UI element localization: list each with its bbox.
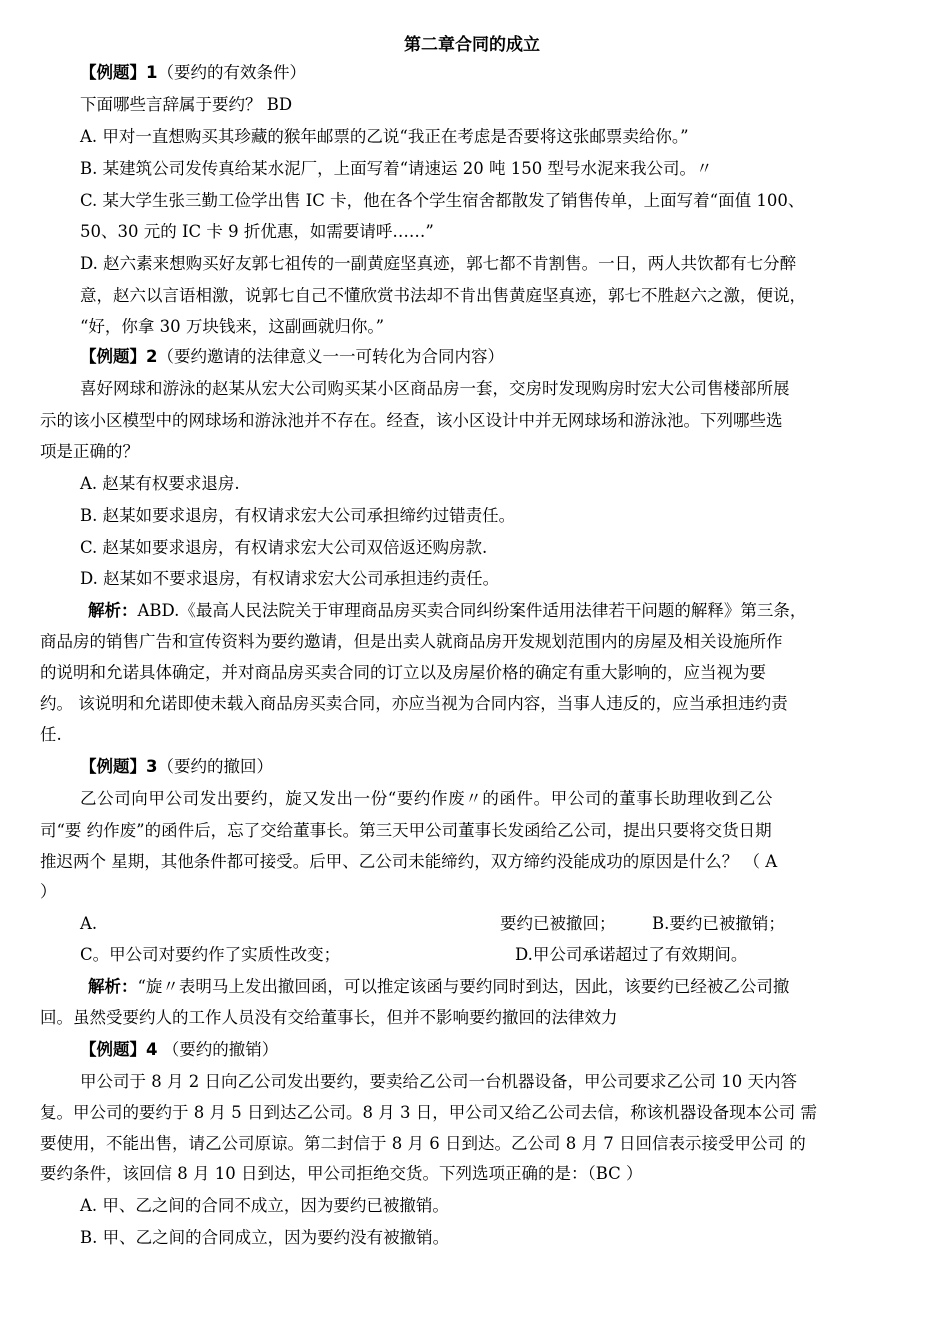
example-2-option-a: A. 赵某有权要求退房. — [80, 474, 240, 493]
example-2-analysis-line-5: 任. — [40, 725, 62, 744]
example-1-option-d-line-2: 意，赵六以言语相激，说郭七自己不懂欣赏书法却不肯出售黄庭坚真迹，郭七不胜赵六之激，便说， — [80, 286, 806, 305]
example-2-option-d: D. 赵某如不要求退房，有权请求宏大公司承担违约责任。 — [80, 569, 500, 588]
example-1-option-d-line-1: D. 赵六素来想购买好友郭七祖传的一副黄庭坚真迹，郭七都不肯割售。一日，两人共饮都有七分醉 — [80, 254, 797, 273]
example-3-paragraph-line-2: 司“要 约作废”的函件后，忘了交给董事长。第三天甲公司董事长发函给乙公司，提出只要将交货日期 — [40, 821, 772, 840]
example-4-paragraph-line-1: 甲公司于 8 月 2 日向乙公司发出要约，要卖给乙公司一台机器设备，甲公司要求乙公司 10 天内答 — [80, 1072, 797, 1091]
example-3-paragraph-line-3: 推迟两个 星期，其他条件都可接受。后甲、乙公司未能缔约，双方缔约没能成功的原因是什么？ （ A — [40, 852, 778, 871]
example-2-analysis-line-1 — [88, 600, 806, 622]
example-2-analysis-line-2: 商品房的销售广告和宣传资料为要约邀请，但是出卖人就商品房开发规划范围内的房屋及相关设施所作 — [40, 632, 783, 651]
example-2-option-b: B. 赵某如要求退房，有权请求宏大公司承担缔约过错责任。 — [80, 506, 516, 525]
example-3-analysis-text: “旋〃表明马上发出撤回函，可以推定该函与要约同时到达，因此，该要约已经被乙公司撤 — [137, 977, 790, 996]
example-4-paragraph-line-4: 要约条件，该回信 8 月 10 日到达，甲公司拒绝交货。下列选项正确的是：（BC ） — [40, 1164, 643, 1183]
example-1-option-c-line-2: 50、30 元的 IC 卡 9 折优惠，如需要请呼……” — [80, 222, 434, 241]
example-2-analysis-line-4: 约。 该说明和允诺即使未载入商品房买卖合同，亦应当视为合同内容，当事人违反的，应当承担违约责 — [40, 694, 788, 713]
example-3-topic: （要约的撤回） — [157, 757, 273, 776]
example-2-analysis-text: ABD.《最高人民法院关于审理商品房买卖合同纠纷案件适用法律若干问题的解释》第三条， — [137, 601, 807, 620]
example-2-label: 【例题】2 — [80, 347, 158, 366]
example-4-option-b: B. 甲、乙之间的合同成立，因为要约没有被撤销。 — [80, 1228, 450, 1247]
example-2-paragraph-line-2: 示的该小区模型中的网球场和游泳池并不存在。经查，该小区设计中并无网球场和游泳池。下列哪些选 — [40, 411, 783, 430]
example-1-label: 【例题】1 — [80, 63, 158, 82]
example-4-paragraph-line-2: 复。甲公司的要约于 8 月 5 日到达乙公司。8 月 3 日，甲公司又给乙公司去信，称该机器设备现本公司 需 — [40, 1103, 817, 1122]
example-2-topic: （要约邀请的法律意义一一可转化为合同内容） — [157, 347, 504, 366]
example-3-option-a-text: 要约已被撤回； — [500, 914, 616, 933]
page-title: 第二章合同的成立 — [404, 35, 540, 55]
example-4-heading — [80, 1039, 278, 1061]
example-3-analysis-line-1 — [88, 976, 789, 998]
example-1-question: 下面哪些言辞属于要约？ BD — [80, 95, 293, 114]
example-1-heading — [80, 62, 306, 84]
example-3-option-c: C。甲公司对要约作了实质性改变； — [80, 945, 341, 964]
example-3-analysis-label: 解析： — [88, 977, 138, 996]
example-3-heading — [80, 756, 273, 778]
example-1-option-d-line-3: “好，你拿 30 万块钱来，这副画就归你。” — [80, 317, 385, 336]
example-1-option-c-line-1: C. 某大学生张三勤工俭学出售 IC 卡，他在各个学生宿舍都散发了销售传单，上面写着“面值 100、 — [80, 191, 805, 210]
example-2-heading — [80, 346, 504, 368]
example-4-option-a: A. 甲、乙之间的合同不成立，因为要约已被撤销。 — [80, 1196, 449, 1215]
example-4-topic: （要约的撤销） — [157, 1040, 279, 1059]
example-2-analysis-label: 解析： — [88, 601, 138, 620]
example-3-paragraph-line-4: ） — [40, 882, 57, 901]
example-3-analysis-line-2: 回。虽然受要约人的工作人员没有交给董事长，但并不影响要约撤回的法律效力 — [40, 1008, 618, 1027]
example-2-paragraph-line-1: 喜好网球和游泳的赵某从宏大公司购买某小区商品房一套，交房时发现购房时宏大公司售楼部所展 — [80, 379, 790, 398]
example-1-option-a: A. 甲对一直想购买其珍藏的猴年邮票的乙说“我正在考虑是否要将这张邮票卖给你。” — [80, 127, 689, 146]
example-3-option-b: B.要约已被撤销； — [652, 914, 785, 933]
example-3-label: 【例题】3 — [80, 757, 158, 776]
example-1-topic: （要约的有效条件） — [157, 63, 306, 82]
example-2-option-c: C. 赵某如要求退房，有权请求宏大公司双倍返还购房款. — [80, 538, 488, 557]
example-2-analysis-line-3: 的说明和允诺具体确定，并对商品房买卖合同的订立以及房屋价格的确定有重大影响的，应当视为要 — [40, 663, 766, 682]
example-3-option-d: D.甲公司承诺超过了有效期间。 — [515, 945, 748, 964]
example-4-label: 【例题】4 — [80, 1040, 158, 1059]
example-2-paragraph-line-3: 项是正确的？ — [40, 442, 139, 461]
example-3-paragraph-line-1: 乙公司向甲公司发出要约，旋又发出一份“要约作废〃的函件。甲公司的董事长助理收到乙公 — [80, 789, 774, 808]
example-4-paragraph-line-3: 要使用，不能出售，请乙公司原谅。第二封信于 8 月 6 日到达。乙公司 8 月 7 日回信表示接受甲公司 的 — [40, 1134, 806, 1153]
example-3-option-a-letter: A. — [80, 914, 98, 933]
example-1-option-b: B. 某建筑公司发传真给某水泥厂，上面写着“请速运 20 吨 150 型号水泥来我公司。〃 — [80, 159, 713, 178]
